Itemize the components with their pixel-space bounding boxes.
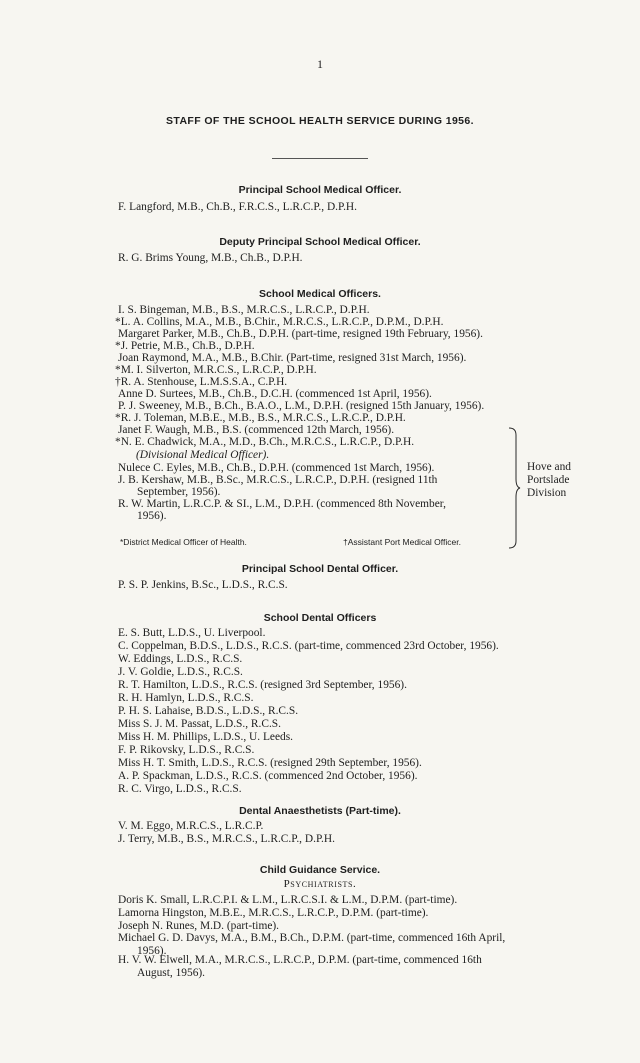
staff-line: R. G. Brims Young, M.B., Ch.B., D.P.H.	[118, 252, 303, 264]
title-divider	[272, 158, 368, 159]
footnote-assistant-port-medical-officer: †Assistant Port Medical Officer.	[343, 537, 461, 547]
division-label: Hove and	[527, 461, 571, 473]
staff-line: R. C. Virgo, L.D.S., R.C.S.	[118, 783, 242, 795]
staff-line: Joan Raymond, M.A., M.B., B.Chir. (Part-time, resigned 31st March, 1956).	[118, 352, 467, 364]
staff-line-continuation: August, 1956).	[137, 967, 206, 979]
staff-line: P. H. S. Lahaise, B.D.S., L.D.S., R.C.S.	[118, 705, 299, 717]
subheading-psychiatrists: Psychiatrists.	[283, 878, 357, 890]
section-heading-dental-anaesthetists: Dental Anaesthetists (Part-time).	[239, 805, 401, 817]
staff-line: Miss H. M. Phillips, L.D.S., U. Leeds.	[118, 731, 293, 743]
division-label: Portslade	[527, 474, 570, 486]
staff-line: R. W. Martin, L.R.C.P. & SI., L.M., D.P.H. (commenced 8th November,	[118, 498, 446, 510]
staff-line-continuation: September, 1956).	[137, 486, 221, 498]
staff-line: J. V. Goldie, L.D.S., R.C.S.	[118, 666, 243, 678]
section-heading-school-dental-officers: School Dental Officers	[263, 612, 377, 624]
page-number: 1	[317, 57, 323, 71]
staff-line-role: (Divisional Medical Officer).	[136, 449, 270, 461]
section-heading-principal-school-dental-officer: Principal School Dental Officer.	[241, 563, 399, 575]
staff-line: Lamorna Hingston, M.B.E., M.R.C.S., L.R.C.P., D.P.M. (part-time).	[118, 907, 429, 919]
staff-line: Doris K. Small, L.R.C.P.I. & L.M., L.R.C.S.I. & L.M., D.P.M. (part-time).	[118, 894, 458, 906]
staff-line: Anne D. Surtees, M.B., Ch.B., D.C.H. (commenced 1st April, 1956).	[118, 388, 432, 400]
section-heading-principal-school-medical-officer: Principal School Medical Officer.	[238, 184, 402, 196]
staff-line: J. B. Kershaw, M.B., B.Sc., M.R.C.S., L.R.C.P., D.P.H. (resigned 11th	[118, 474, 438, 486]
section-heading-deputy-principal-school-medical-officer: Deputy Principal School Medical Officer.	[219, 236, 421, 248]
staff-line: F. Langford, M.B., Ch.B., F.R.C.S., L.R.C.P., D.P.H.	[118, 201, 358, 213]
section-heading-school-medical-officers: School Medical Officers.	[259, 288, 381, 300]
staff-line: F. P. Rikovsky, L.D.S., R.C.S.	[118, 744, 255, 756]
staff-line: H. V. W. Elwell, M.A., M.R.C.S., L.R.C.P., D.P.M. (part-time, commenced 16th	[118, 954, 482, 966]
staff-line: *N. E. Chadwick, M.A., M.D., B.Ch., M.R.C.S., L.R.C.P., D.P.H.	[115, 436, 415, 448]
page-title: STAFF OF THE SCHOOL HEALTH SERVICE DURING 1956.	[166, 115, 474, 127]
staff-line: Miss H. T. Smith, L.D.S., R.C.S. (resigned 29th September, 1956).	[118, 757, 422, 769]
staff-line: Margaret Parker, M.B., Ch.B., D.P.H. (part-time, resigned 19th February, 1956).	[118, 328, 483, 340]
staff-line: R. H. Hamlyn, L.D.S., R.C.S.	[118, 692, 254, 704]
staff-line: *L. A. Collins, M.A., M.B., B.Chir., M.R.C.S., L.R.C.P., D.P.M., D.P.H.	[115, 316, 444, 328]
staff-line: A. P. Spackman, L.D.S., R.C.S. (commenced 2nd October, 1956).	[118, 770, 418, 782]
section-heading-child-guidance-service: Child Guidance Service.	[259, 864, 381, 876]
staff-line: *J. Petrie, M.B., Ch.B., D.P.H.	[115, 340, 255, 352]
staff-line: Michael G. D. Davys, M.A., B.M., B.Ch., D.P.M. (part-time, commenced 16th April,	[118, 932, 506, 944]
staff-line: R. T. Hamilton, L.D.S., R.C.S. (resigned 3rd September, 1956).	[118, 679, 407, 691]
staff-line: Janet F. Waugh, M.B., B.S. (commenced 12th March, 1956).	[118, 424, 395, 436]
division-label: Division	[527, 487, 567, 499]
staff-line: †R. A. Stenhouse, L.M.S.S.A., C.P.H.	[115, 376, 288, 388]
staff-line: I. S. Bingeman, M.B., B.S., M.R.C.S., L.R.C.P., D.P.H.	[118, 304, 370, 316]
footnote-district-medical-officer: *District Medical Officer of Health.	[120, 537, 247, 547]
staff-line: J. Terry, M.B., B.S., M.R.C.S., L.R.C.P., D.P.H.	[118, 833, 335, 845]
staff-line: *R. J. Toleman, M.B.E., M.B., B.S., M.R.C.S., L.R.C.P., D.P.H.	[115, 412, 406, 424]
staff-line: W. Eddings, L.D.S., R.C.S.	[118, 653, 243, 665]
staff-line: V. M. Eggo, M.R.C.S., L.R.C.P.	[118, 820, 264, 832]
staff-line: C. Coppelman, B.D.S., L.D.S., R.C.S. (part-time, commenced 23rd October, 1956).	[118, 640, 499, 652]
staff-line: P. J. Sweeney, M.B., B.Ch., B.A.O., L.M., D.P.H. (resigned 15th January, 1956).	[118, 400, 485, 412]
staff-line: Joseph N. Runes, M.D. (part-time).	[118, 920, 280, 932]
staff-line: Nulece C. Eyles, M.B., Ch.B., D.P.H. (commenced 1st March, 1956).	[118, 462, 435, 474]
staff-line: P. S. P. Jenkins, B.Sc., L.D.S., R.C.S.	[118, 579, 288, 591]
staff-line: E. S. Butt, L.D.S., U. Liverpool.	[118, 627, 266, 639]
staff-line-continuation: 1956).	[137, 510, 167, 522]
staff-line: Miss S. J. M. Passat, L.D.S., R.C.S.	[118, 718, 281, 730]
staff-line: *M. I. Silverton, M.R.C.S., L.R.C.P., D.P.H.	[115, 364, 317, 376]
right-brace	[507, 427, 521, 549]
staff-line-continuation: 1956).	[137, 945, 167, 957]
